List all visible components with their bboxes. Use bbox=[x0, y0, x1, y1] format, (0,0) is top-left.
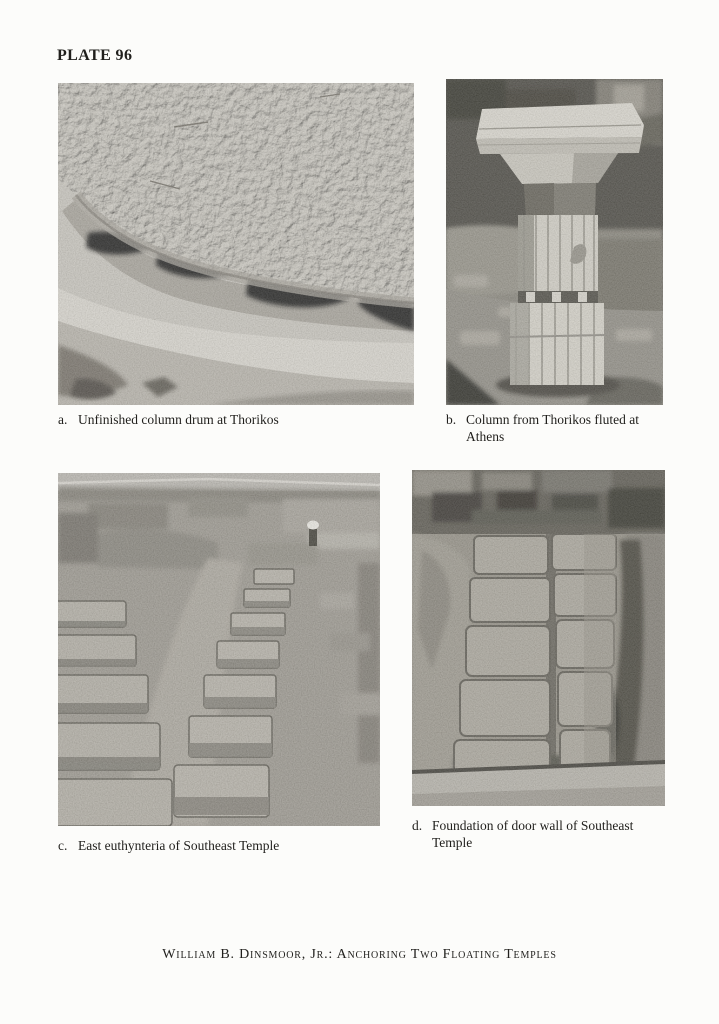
photo-d-image bbox=[412, 470, 665, 806]
caption-b-text: Column from Thorikos fluted at Athens bbox=[466, 412, 639, 444]
caption-c bbox=[58, 838, 388, 855]
caption-d-label: d. bbox=[412, 818, 423, 833]
caption-d bbox=[412, 818, 674, 851]
caption-c-text: East euthynteria of Southeast Temple bbox=[78, 838, 280, 853]
caption-a bbox=[58, 412, 414, 429]
photo-b-fluted-column bbox=[446, 79, 663, 405]
photo-c-east-euthynteria bbox=[58, 473, 380, 826]
photo-c-image bbox=[58, 473, 380, 826]
photo-a-image bbox=[58, 83, 414, 405]
caption-d-text: Foundation of door wall of Southeast Temple bbox=[432, 818, 634, 850]
attribution-line: William B. Dinsmoor, Jr.: Anchoring Two Floating Temples bbox=[162, 947, 557, 962]
caption-b bbox=[446, 412, 670, 445]
caption-a-text: Unfinished column drum at Thorikos bbox=[78, 412, 279, 427]
photo-b-image bbox=[446, 79, 663, 405]
photo-a-unfinished-column-drum bbox=[58, 83, 414, 405]
caption-b-label: b. bbox=[446, 412, 457, 427]
plate-label: PLATE 96 bbox=[57, 47, 133, 64]
photo-d-door-wall-foundation bbox=[412, 470, 665, 806]
caption-c-label: c. bbox=[58, 838, 68, 853]
caption-a-label: a. bbox=[58, 412, 68, 427]
